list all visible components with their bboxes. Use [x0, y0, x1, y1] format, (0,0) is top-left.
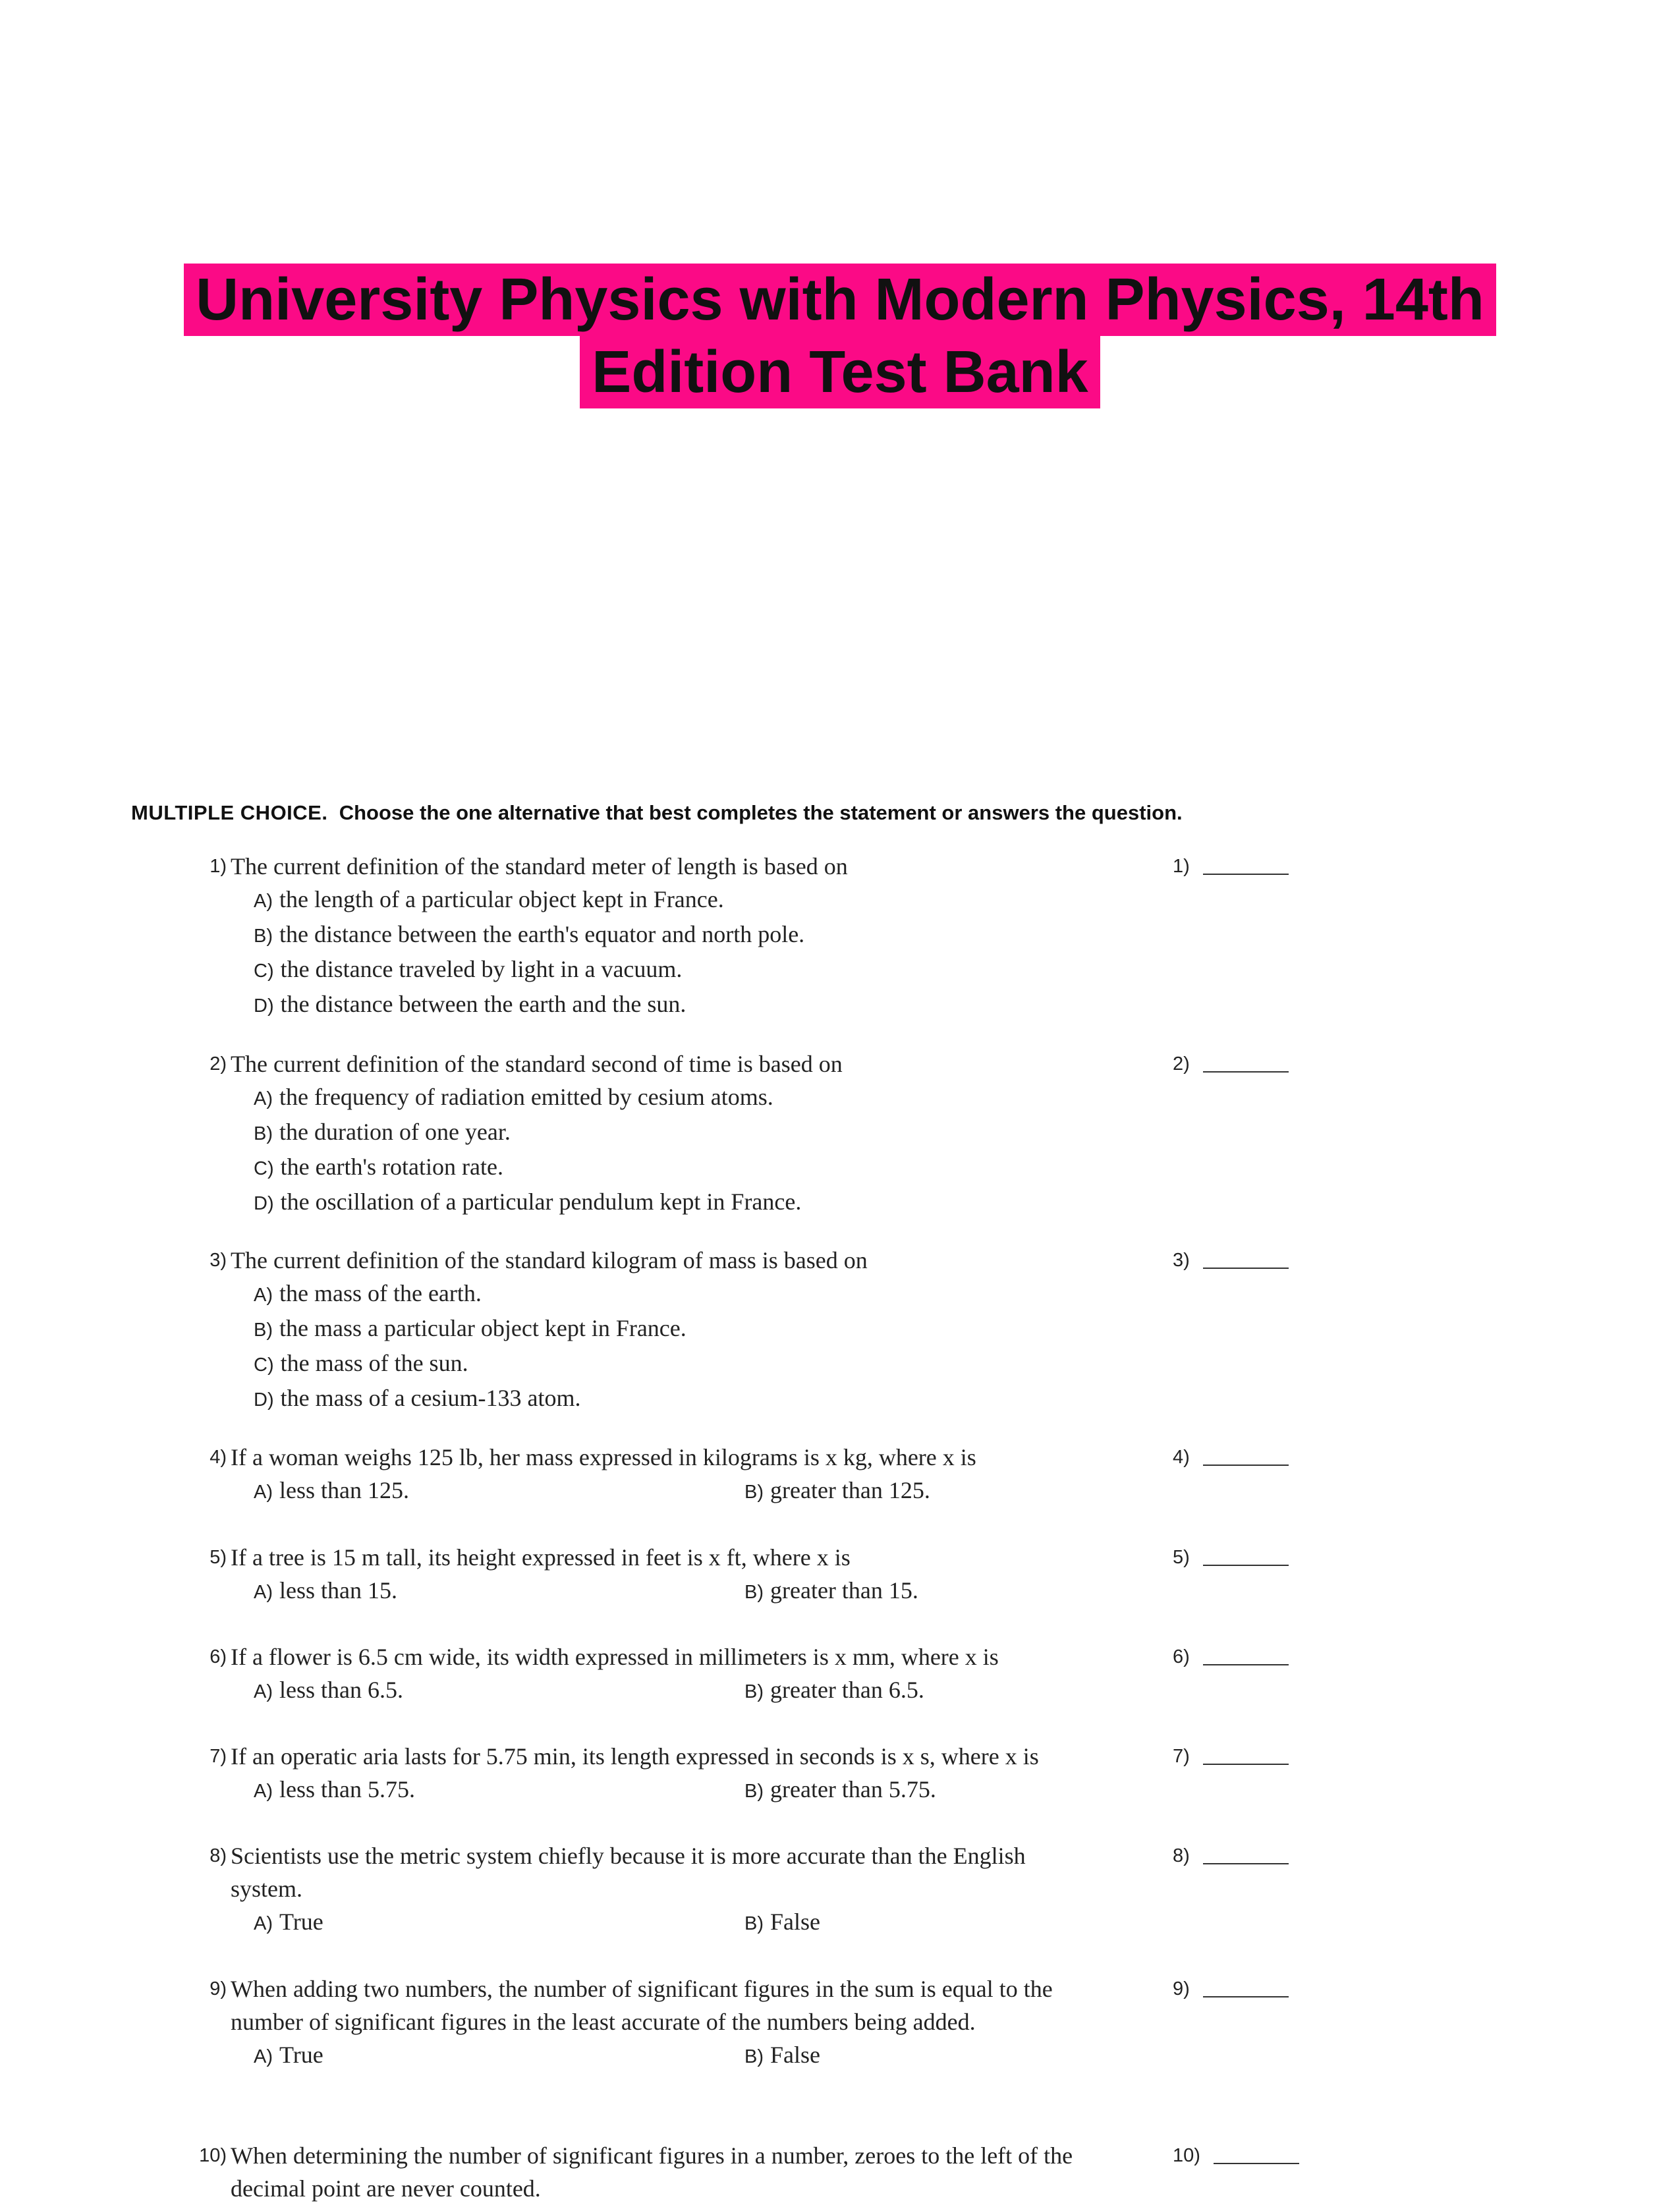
option-b: [744, 1905, 820, 1940]
question-text: [231, 1972, 1153, 2038]
answer-blank[interactable]: [1173, 850, 1289, 883]
question-text: [231, 1244, 1153, 1277]
option-text: the length of a particular object kept in France.: [279, 886, 724, 912]
answer-line[interactable]: [1203, 1644, 1289, 1665]
option-letter: A): [254, 891, 273, 912]
option-a: [254, 1905, 323, 1940]
option-letter: B): [254, 926, 273, 947]
question-number: 8): [210, 1845, 227, 1866]
option-a: [254, 1080, 1242, 1115]
option-letter: A): [254, 1285, 273, 1306]
option-a: [254, 2038, 323, 2073]
title-line-2: Edition Test Bank: [580, 336, 1100, 408]
option-letter: B): [744, 1482, 764, 1503]
answer-blank[interactable]: [1173, 1441, 1289, 1474]
answer-label: 10): [1173, 2145, 1200, 2166]
option-text: greater than 125.: [770, 1477, 930, 1503]
question-text: [231, 1441, 1153, 1474]
option-letter: A): [254, 1681, 273, 1702]
option-d: [254, 1382, 1242, 1416]
answer-options: [254, 1277, 1242, 1416]
question-text-line: The current definition of the standard kilogram of mass is based on: [231, 1247, 868, 1273]
option-a: [254, 1773, 415, 1808]
answer-line[interactable]: [1203, 1843, 1289, 1864]
option-text: the distance between the earth's equator and north pole.: [279, 921, 805, 947]
question-number: 10): [199, 2145, 227, 2166]
answer-line[interactable]: [1203, 854, 1289, 875]
question-text-line: If a flower is 6.5 cm wide, its width expressed in millimeters is x mm, where x is: [231, 1644, 999, 1670]
option-letter: A): [254, 1582, 273, 1603]
option-letter: C): [254, 1158, 274, 1179]
option-letter: C): [254, 1354, 274, 1376]
question-text: [231, 1541, 1153, 1574]
option-letter: A): [254, 1781, 273, 1802]
answer-line[interactable]: [1203, 1976, 1289, 1997]
option-c: [254, 953, 1242, 988]
question-text-line: system.: [231, 1876, 303, 1902]
option-text: the mass of the sun.: [280, 1350, 468, 1376]
question-text: [231, 1640, 1153, 1673]
option-a: [254, 1673, 403, 1708]
question-number: 9): [210, 1978, 227, 1999]
option-text: the mass of a cesium-133 atom.: [280, 1385, 581, 1411]
option-c: [254, 1347, 1242, 1382]
answer-blank[interactable]: [1173, 1640, 1289, 1673]
question-text-line: If an operatic aria lasts for 5.75 min, its length expressed in seconds is x s, where x is: [231, 1743, 1039, 1770]
answer-line[interactable]: [1203, 1248, 1289, 1269]
answer-blank[interactable]: [1173, 1740, 1289, 1773]
question-text: [231, 850, 1153, 883]
question-text-line: decimal point are never counted.: [231, 2175, 541, 2202]
answer-line[interactable]: [1203, 1445, 1289, 1466]
option-letter: D): [254, 1193, 274, 1214]
option-b: [744, 1773, 936, 1808]
answer-label: 7): [1173, 1746, 1190, 1767]
answer-blank[interactable]: [1173, 1047, 1289, 1080]
question-text-line: When determining the number of significant figures in a number, zeroes to the left of the: [231, 2142, 1073, 2169]
option-a: [254, 883, 1242, 918]
option-text: less than 5.75.: [279, 1776, 415, 1802]
answer-options: [254, 883, 1242, 1022]
question-text-line: The current definition of the standard second of time is based on: [231, 1051, 843, 1077]
answer-blank[interactable]: [1173, 1839, 1289, 1872]
question-text: [231, 2139, 1153, 2205]
option-b: [254, 1115, 1242, 1150]
answer-label: 3): [1173, 1250, 1190, 1271]
question-text-line: When adding two numbers, the number of significant figures in the sum is equal to the: [231, 1976, 1053, 2002]
option-letter: A): [254, 2046, 273, 2067]
section-header: [131, 801, 1183, 825]
option-letter: B): [744, 1913, 764, 1934]
question-text-line: Scientists use the metric system chiefly because it is more accurate than the English: [231, 1843, 1026, 1869]
option-text: the duration of one year.: [279, 1119, 511, 1145]
option-letter: B): [744, 2046, 764, 2067]
option-b: [744, 1673, 924, 1708]
option-text: False: [770, 2042, 820, 2068]
option-text: less than 125.: [279, 1477, 409, 1503]
option-text: True: [279, 2042, 323, 2068]
option-text: the distance traveled by light in a vacuum.: [280, 956, 683, 982]
option-letter: B): [744, 1582, 764, 1603]
answer-line[interactable]: [1203, 1744, 1289, 1765]
option-b: [744, 1574, 918, 1609]
option-letter: B): [744, 1781, 764, 1802]
option-letter: B): [254, 1123, 273, 1144]
question-text: [231, 1839, 1153, 1905]
answer-label: 4): [1173, 1447, 1190, 1468]
option-text: less than 6.5.: [279, 1677, 403, 1703]
question-number: 2): [210, 1053, 227, 1075]
option-text: greater than 5.75.: [770, 1776, 936, 1802]
option-letter: B): [254, 1320, 273, 1341]
option-text: greater than 15.: [770, 1577, 918, 1604]
option-text: the mass a particular object kept in France.: [279, 1315, 686, 1341]
answer-label: 2): [1173, 1053, 1190, 1075]
option-text: the earth's rotation rate.: [280, 1154, 503, 1180]
answer-label: 6): [1173, 1646, 1190, 1667]
option-d: [254, 988, 1242, 1022]
question-number: 4): [210, 1447, 227, 1468]
answer-blank[interactable]: [1173, 1541, 1289, 1574]
answer-label: 9): [1173, 1978, 1190, 1999]
option-letter: A): [254, 1088, 273, 1109]
option-text: False: [770, 1909, 820, 1935]
question-number: 1): [210, 856, 227, 877]
question-number: 5): [210, 1547, 227, 1568]
answer-blank[interactable]: [1173, 1972, 1289, 2005]
section-instruction: Choose the one alternative that best completes the statement or answers the question.: [339, 801, 1183, 824]
option-c: [254, 1150, 1242, 1185]
answer-line[interactable]: [1214, 2143, 1299, 2164]
option-letter: B): [744, 1681, 764, 1702]
option-b: [744, 1474, 930, 1509]
option-letter: A): [254, 1913, 273, 1934]
document-title: [0, 264, 1680, 408]
question-number: 7): [210, 1746, 227, 1767]
option-text: less than 15.: [279, 1577, 397, 1604]
option-text: True: [279, 1909, 323, 1935]
question-number: 6): [210, 1646, 227, 1667]
answer-label: 5): [1173, 1547, 1190, 1568]
option-letter: C): [254, 961, 274, 982]
option-text: the mass of the earth.: [279, 1280, 482, 1306]
option-a: [254, 1574, 397, 1609]
title-line-1: University Physics with Modern Physics, 14th: [184, 264, 1496, 336]
option-d: [254, 1185, 1242, 1220]
answer-label: 1): [1173, 856, 1190, 877]
answer-label: 8): [1173, 1845, 1190, 1866]
section-label: MULTIPLE CHOICE.: [131, 801, 328, 824]
option-text: the distance between the earth and the sun.: [280, 991, 686, 1017]
option-a: [254, 1277, 1242, 1312]
question-text-line: If a woman weighs 125 lb, her mass expressed in kilograms is x kg, where x is: [231, 1444, 976, 1470]
option-b: [744, 2038, 820, 2073]
answer-line[interactable]: [1203, 1545, 1289, 1566]
option-text: the oscillation of a particular pendulum kept in France.: [280, 1188, 802, 1215]
question-text: [231, 1047, 1153, 1080]
answer-blank[interactable]: [1173, 1244, 1289, 1277]
question-text-line: The current definition of the standard meter of length is based on: [231, 853, 848, 879]
answer-line[interactable]: [1203, 1051, 1289, 1073]
option-b: [254, 1312, 1242, 1347]
question-number: 3): [210, 1250, 227, 1271]
option-letter: D): [254, 995, 274, 1017]
answer-options: [254, 1080, 1242, 1220]
option-text: greater than 6.5.: [770, 1677, 924, 1703]
option-text: the frequency of radiation emitted by cesium atoms.: [279, 1084, 773, 1110]
answer-blank[interactable]: [1173, 2139, 1299, 2172]
question-text: [231, 1740, 1153, 1773]
question-text-line: If a tree is 15 m tall, its height expressed in feet is x ft, where x is: [231, 1544, 851, 1571]
option-a: [254, 1474, 409, 1509]
option-letter: A): [254, 1482, 273, 1503]
option-letter: D): [254, 1389, 274, 1410]
option-b: [254, 918, 1242, 953]
question-text-line: number of significant figures in the least accurate of the numbers being added.: [231, 2009, 976, 2035]
